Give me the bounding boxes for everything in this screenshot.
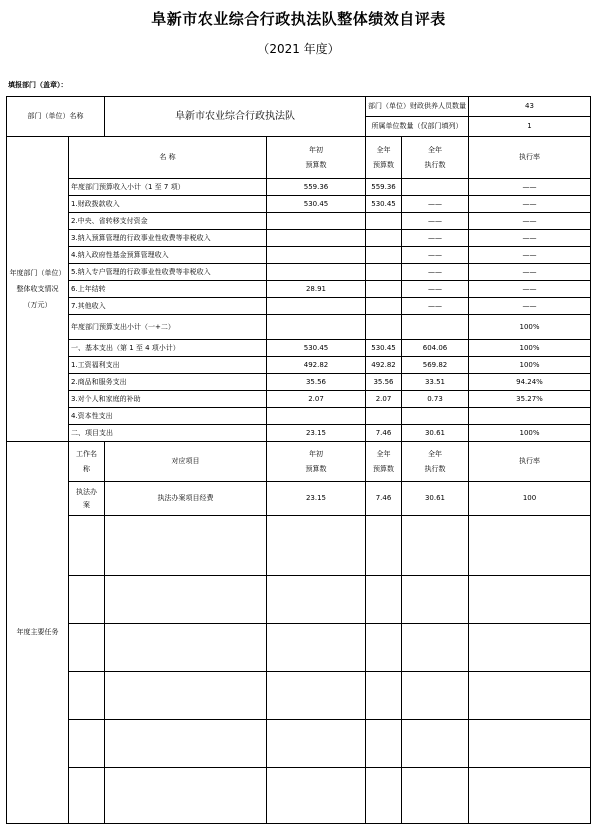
task-col-exec-line1: 全年 xyxy=(428,450,442,459)
budget-row-full xyxy=(366,298,402,315)
empty-cell xyxy=(366,624,402,672)
budget-row-full xyxy=(366,281,402,298)
budget-row-initial: 28.91 xyxy=(267,281,366,298)
budget-row-initial: 530.45 xyxy=(267,340,366,357)
budget-row-exec: 569.82 xyxy=(402,357,469,374)
budget-row-exec: 604.06 xyxy=(402,340,469,357)
col-full-header xyxy=(366,137,402,179)
task-col-exec-line2: 执行数 xyxy=(424,464,446,473)
budget-row xyxy=(7,340,591,357)
budget-row-full xyxy=(366,230,402,247)
budget-row-full: 2.07 xyxy=(366,391,402,408)
page-title: 阜新市农业综合行政执法队整体绩效自评表 xyxy=(151,10,446,28)
budget-row-exec: —— xyxy=(402,264,469,281)
col-work-header-line1: 工作名 xyxy=(76,450,97,459)
empty-cell xyxy=(105,768,267,824)
empty-cell xyxy=(469,624,591,672)
empty-cell xyxy=(267,720,366,768)
budget-row xyxy=(7,281,591,298)
budget-row-full: 530.45 xyxy=(366,196,402,213)
empty-cell xyxy=(366,672,402,720)
budget-row-name: 3.纳入预算管理的行政事业性收费等非税收入 xyxy=(69,230,267,247)
budget-row-initial xyxy=(267,315,366,340)
col-exec-header-line1: 全年 xyxy=(428,146,442,155)
dept-label: 部门（单位）名称 xyxy=(7,97,105,137)
budget-row-full: 530.45 xyxy=(366,340,402,357)
empty-cell xyxy=(267,624,366,672)
budget-row-exec xyxy=(402,179,469,196)
budget-section-label-line3: （万元） xyxy=(23,301,52,310)
col-exec-header xyxy=(402,137,469,179)
budget-row xyxy=(7,425,591,442)
page-subtitle: （2021 年度） xyxy=(257,42,340,56)
empty-cell xyxy=(69,672,105,720)
budget-row-full xyxy=(366,264,402,281)
budget-row xyxy=(7,230,591,247)
empty-cell xyxy=(469,576,591,624)
budget-row-name: 5.纳入专户管理的行政事业性收费等非税收入 xyxy=(69,264,267,281)
budget-row-initial xyxy=(267,230,366,247)
col-initial-header-line2: 预算数 xyxy=(305,160,327,169)
budget-row-name: 1.工资福利支出 xyxy=(69,357,267,374)
staff-label: 部门（单位）财政供养人员数量 xyxy=(366,97,469,117)
task-col-initial-header xyxy=(267,442,366,482)
empty-cell xyxy=(69,624,105,672)
col-initial-header xyxy=(267,137,366,179)
task-col-initial-line1: 年初 xyxy=(309,450,323,459)
tasks-section-label: 年度主要任务 xyxy=(7,442,69,824)
budget-row-rate: 100% xyxy=(469,340,591,357)
budget-row-initial: 559.36 xyxy=(267,179,366,196)
budget-row-rate: —— xyxy=(469,264,591,281)
task-row-empty xyxy=(7,720,591,768)
budget-row xyxy=(7,264,591,281)
task-col-rate-header: 执行率 xyxy=(469,442,591,482)
budget-row xyxy=(7,247,591,264)
budget-row-name: 3.对个人和家庭的补助 xyxy=(69,391,267,408)
budget-row-rate: —— xyxy=(469,298,591,315)
budget-row-initial: 492.82 xyxy=(267,357,366,374)
budget-row-name: 4.资本性支出 xyxy=(69,408,267,425)
budget-row-rate: —— xyxy=(469,213,591,230)
task-row-initial: 23.15 xyxy=(267,482,366,516)
empty-cell xyxy=(267,516,366,576)
empty-cell xyxy=(105,672,267,720)
sub-unit-label: 所属单位数量（仅部门填列） xyxy=(366,117,469,137)
budget-row-full: 7.46 xyxy=(366,425,402,442)
task-row-work-line1: 执法办 xyxy=(76,488,97,497)
sub-unit-value: 1 xyxy=(469,117,591,137)
col-full-header-line2: 预算数 xyxy=(373,160,394,169)
budget-row-initial xyxy=(267,408,366,425)
budget-row xyxy=(7,213,591,230)
budget-section-label-line1: 年度部门（单位） xyxy=(9,268,66,277)
empty-cell xyxy=(469,768,591,824)
budget-row xyxy=(7,179,591,196)
budget-row-full: 559.36 xyxy=(366,179,402,196)
budget-row-initial: 23.15 xyxy=(267,425,366,442)
budget-row-exec: —— xyxy=(402,196,469,213)
task-col-full-line2: 预算数 xyxy=(373,464,394,473)
task-col-initial-line2: 预算数 xyxy=(305,464,327,473)
empty-cell xyxy=(105,624,267,672)
budget-row-initial xyxy=(267,298,366,315)
budget-row-initial: 35.56 xyxy=(267,374,366,391)
col-initial-header-line1: 年初 xyxy=(309,146,323,155)
budget-row-exec: —— xyxy=(402,247,469,264)
empty-cell xyxy=(69,768,105,824)
dept-name: 阜新市农业综合行政执法队 xyxy=(105,97,366,137)
budget-row-rate: —— xyxy=(469,230,591,247)
budget-row-rate: 100% xyxy=(469,357,591,374)
budget-row-exec: 0.73 xyxy=(402,391,469,408)
budget-row-name: 6.上年结转 xyxy=(69,281,267,298)
budget-row-rate: —— xyxy=(469,281,591,298)
empty-cell xyxy=(105,576,267,624)
budget-row xyxy=(7,196,591,213)
evaluation-table xyxy=(6,96,591,824)
filler-label: 填报部门（盖章）： xyxy=(8,81,68,89)
budget-row-full xyxy=(366,213,402,230)
task-row-exec: 30.61 xyxy=(402,482,469,516)
budget-row-name: 年度部门预算收入小计（1 至 7 项） xyxy=(69,179,267,196)
task-row-work xyxy=(69,482,105,516)
empty-cell xyxy=(267,576,366,624)
col-work-header xyxy=(69,442,105,482)
empty-cell xyxy=(469,672,591,720)
task-row-work-line2: 案 xyxy=(83,500,90,509)
empty-cell xyxy=(402,768,469,824)
task-row-empty xyxy=(7,576,591,624)
col-project-header: 对应项目 xyxy=(105,442,267,482)
task-row xyxy=(7,482,591,516)
task-row-rate: 100 xyxy=(469,482,591,516)
budget-row-exec xyxy=(402,315,469,340)
task-row-empty xyxy=(7,516,591,576)
budget-row-rate: —— xyxy=(469,196,591,213)
budget-row xyxy=(7,391,591,408)
budget-row xyxy=(7,374,591,391)
budget-row-initial xyxy=(267,213,366,230)
budget-row-full: 35.56 xyxy=(366,374,402,391)
empty-cell xyxy=(366,516,402,576)
staff-value: 43 xyxy=(469,97,591,117)
task-row-empty xyxy=(7,624,591,672)
empty-cell xyxy=(366,576,402,624)
budget-row-exec: —— xyxy=(402,298,469,315)
budget-row-name: 7.其他收入 xyxy=(69,298,267,315)
budget-row-rate: 94.24% xyxy=(469,374,591,391)
budget-row-name: 1.财政拨款收入 xyxy=(69,196,267,213)
empty-cell xyxy=(267,768,366,824)
budget-row-rate: —— xyxy=(469,179,591,196)
task-row-full: 7.46 xyxy=(366,482,402,516)
budget-row-full xyxy=(366,315,402,340)
empty-cell xyxy=(69,576,105,624)
empty-cell xyxy=(469,516,591,576)
budget-row-rate: 100% xyxy=(469,315,591,340)
budget-row-exec: —— xyxy=(402,230,469,247)
col-rate-header: 执行率 xyxy=(469,137,591,179)
task-row-empty xyxy=(7,768,591,824)
budget-row-name: 2.商品和服务支出 xyxy=(69,374,267,391)
col-full-header-line1: 全年 xyxy=(376,146,391,155)
budget-row xyxy=(7,408,591,425)
empty-cell xyxy=(366,720,402,768)
budget-section-label-line2: 整体收支情况 xyxy=(16,284,59,293)
empty-cell xyxy=(366,768,402,824)
budget-row xyxy=(7,298,591,315)
budget-row-initial xyxy=(267,247,366,264)
budget-section-label xyxy=(7,137,69,442)
budget-row-name: 年度部门预算支出小计（一+二） xyxy=(69,315,267,340)
empty-cell xyxy=(69,720,105,768)
budget-row-name: 2.中央、省转移支付资金 xyxy=(69,213,267,230)
budget-row-rate: 35.27% xyxy=(469,391,591,408)
budget-row-rate: 100% xyxy=(469,425,591,442)
budget-row-exec: 30.61 xyxy=(402,425,469,442)
task-col-full-header xyxy=(366,442,402,482)
budget-row-initial: 530.45 xyxy=(267,196,366,213)
budget-row-name: 4.纳入政府性基金预算管理收入 xyxy=(69,247,267,264)
budget-row-name: 二、项目支出 xyxy=(69,425,267,442)
col-name-header: 名 称 xyxy=(69,137,267,179)
empty-cell xyxy=(402,672,469,720)
task-row-empty xyxy=(7,672,591,720)
budget-row-full: 492.82 xyxy=(366,357,402,374)
empty-cell xyxy=(402,576,469,624)
task-col-exec-header xyxy=(402,442,469,482)
budget-row-initial xyxy=(267,264,366,281)
budget-row-initial: 2.07 xyxy=(267,391,366,408)
empty-cell xyxy=(402,624,469,672)
empty-cell xyxy=(105,516,267,576)
empty-cell xyxy=(105,720,267,768)
budget-row-exec xyxy=(402,408,469,425)
empty-cell xyxy=(402,720,469,768)
budget-row-exec: —— xyxy=(402,281,469,298)
budget-row-rate: —— xyxy=(469,247,591,264)
empty-cell xyxy=(267,672,366,720)
budget-row-exec: 33.51 xyxy=(402,374,469,391)
budget-row-rate xyxy=(469,408,591,425)
empty-cell xyxy=(402,516,469,576)
budget-row-name: 一、基本支出（第 1 至 4 项小计） xyxy=(69,340,267,357)
task-row-project: 执法办案项目经费 xyxy=(105,482,267,516)
empty-cell xyxy=(69,516,105,576)
task-col-full-line1: 全年 xyxy=(376,450,391,459)
col-exec-header-line2: 执行数 xyxy=(424,160,446,169)
col-work-header-line2: 称 xyxy=(83,464,90,473)
budget-row-full xyxy=(366,408,402,425)
budget-row-full xyxy=(366,247,402,264)
budget-row xyxy=(7,315,591,340)
budget-row-exec: —— xyxy=(402,213,469,230)
budget-row xyxy=(7,357,591,374)
empty-cell xyxy=(469,720,591,768)
